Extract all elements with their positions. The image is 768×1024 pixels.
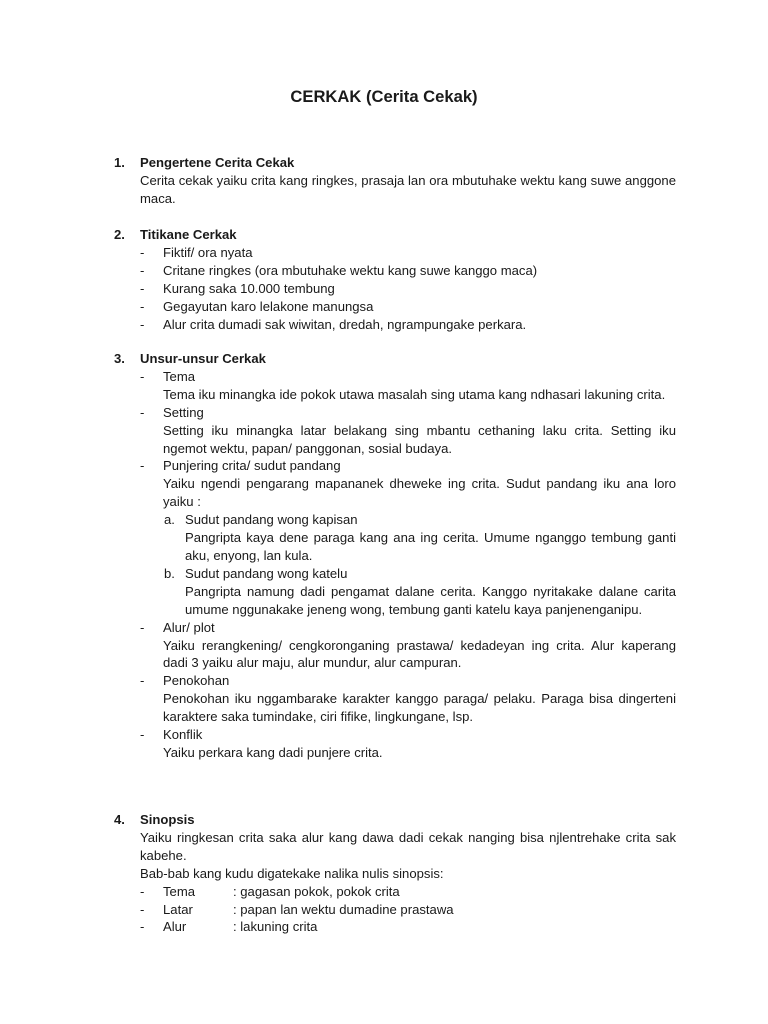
dash-bullet: - [140, 619, 145, 635]
list-item [114, 244, 676, 262]
list-item [114, 918, 676, 936]
element-label: Punjering crita/ sudut pandang [163, 458, 341, 474]
section-sinopsis [114, 811, 676, 936]
section-heading [114, 226, 676, 244]
list-item [114, 316, 676, 334]
section-number: 2. [114, 227, 125, 242]
element-penokohan [114, 672, 676, 726]
element-label: Alur/ plot [163, 619, 215, 635]
term: Latar [163, 901, 193, 917]
dash-bullet: - [140, 262, 145, 278]
sub-item-letter: a. [164, 512, 175, 528]
section-heading-text: Titikane Cerkak [140, 227, 237, 242]
element-punjering [114, 457, 676, 511]
dash-bullet: - [140, 458, 145, 474]
element-label: Tema [163, 368, 196, 384]
element-description: Yaiku rerangkening/ cengkoronganing prastawa/ kedadeyan ing crita. Alur kaperang dadi 3 yaiku alur maju, alur mundur, alur campuran. [163, 637, 676, 671]
term: Tema [163, 883, 196, 899]
section-number: 1. [114, 155, 125, 170]
section-heading [114, 154, 676, 172]
section-paragraph: Cerita cekak yaiku crita kang ringkes, prasaja lan ora mbutuhake wektu kang suwe anggone maca. [140, 172, 676, 206]
element-konflik [114, 726, 676, 762]
element-label: Penokohan [163, 673, 230, 689]
sub-item-b [114, 565, 676, 583]
list-item [114, 262, 676, 280]
section-number: 3. [114, 351, 125, 366]
section-paragraph: Yaiku ringkesan crita saka alur kang dawa dadi cekak nanging bisa njlentrehake crita sak kabehe. [140, 829, 676, 863]
dash-bullet: - [140, 298, 145, 314]
element-description: Setting iku minangka latar belakang sing mbantu cethaning laku crita. Setting iku ngemot wektu, papan/ panggonan, sosial budaya. [163, 422, 676, 456]
section-heading [114, 811, 676, 829]
list-item [114, 280, 676, 298]
sub-item-label: Sudut pandang wong katelu [185, 565, 348, 581]
dash-bullet: - [140, 316, 145, 332]
list-item-text: Kurang saka 10.000 tembung [163, 280, 335, 296]
list-item [114, 901, 676, 919]
dash-bullet: - [140, 368, 145, 384]
sub-item-description: Pangripta kaya dene paraga kang ana ing cerita. Umume nganggo tembung ganti aku, enyong, lan kula. [185, 530, 676, 563]
dash-bullet: - [140, 404, 145, 420]
document-title: CERKAK (Cerita Cekak) [290, 87, 478, 106]
element-label: Konflik [163, 727, 203, 743]
dash-bullet: - [140, 919, 145, 935]
sub-item-a [114, 511, 676, 529]
dash-bullet: - [140, 727, 145, 743]
term-definition: : lakuning crita [233, 919, 318, 935]
section-pengertene [114, 154, 676, 208]
term-definition: : gagasan pokok, pokok crita [233, 883, 400, 899]
list-item-text: Alur crita dumadi sak wiwitan, dredah, ngrampungake perkara. [163, 316, 527, 332]
element-setting [114, 404, 676, 458]
element-tema [114, 368, 676, 404]
dash-bullet: - [140, 280, 145, 296]
sub-item-label: Sudut pandang wong kapisan [185, 512, 358, 528]
section-heading-text: Pengertene Cerita Cekak [140, 155, 295, 170]
sub-item-letter: b. [164, 565, 175, 581]
term-definition: : papan lan wektu dumadine prastawa [233, 901, 454, 917]
element-description: Tema iku minangka ide pokok utawa masalah sing utama kang ndhasari lakuning crita. [163, 386, 666, 402]
element-description: Yaiku ngendi pengarang mapananek dheweke ing crita. Sudut pandang iku ana loro yaiku : [163, 476, 676, 510]
dash-bullet: - [140, 901, 145, 917]
list-item-text: Fiktif/ ora nyata [163, 244, 253, 260]
section-unsur [114, 350, 676, 762]
list-item-text: Critane ringkes (ora mbutuhake wektu kang suwe kanggo maca) [163, 262, 538, 278]
section-heading [114, 350, 676, 368]
sub-item-description: Pangripta namung dadi pengamat dalane cerita. Kanggo nyritakake dalane carita umume nggunakake jeneng wong, tembung ganti katelu kaya panjenenganipu. [185, 583, 676, 617]
section-intro: Bab-bab kang kudu digatekake nalika nulis sinopsis: [140, 865, 444, 881]
list-item [114, 883, 676, 901]
dash-bullet: - [140, 244, 145, 260]
section-heading-text: Unsur-unsur Cerkak [140, 351, 266, 366]
element-alur [114, 619, 676, 673]
section-titikane [114, 226, 676, 333]
dash-bullet: - [140, 673, 145, 689]
section-number: 4. [114, 812, 125, 827]
list-item [114, 298, 676, 316]
list-item-text: Gegayutan karo lelakone manungsa [163, 298, 374, 314]
term: Alur [163, 919, 187, 935]
element-description: Penokohan iku nggambarake karakter kanggo paraga/ pelaku. Paraga bisa dingerteni karaktere saka tumindake, ciri fifike, lingkungane, lsp. [163, 691, 676, 725]
element-label: Setting [163, 404, 204, 420]
dash-bullet: - [140, 883, 145, 899]
section-heading-text: Sinopsis [140, 812, 195, 827]
element-description: Yaiku perkara kang dadi punjere crita. [163, 744, 383, 760]
